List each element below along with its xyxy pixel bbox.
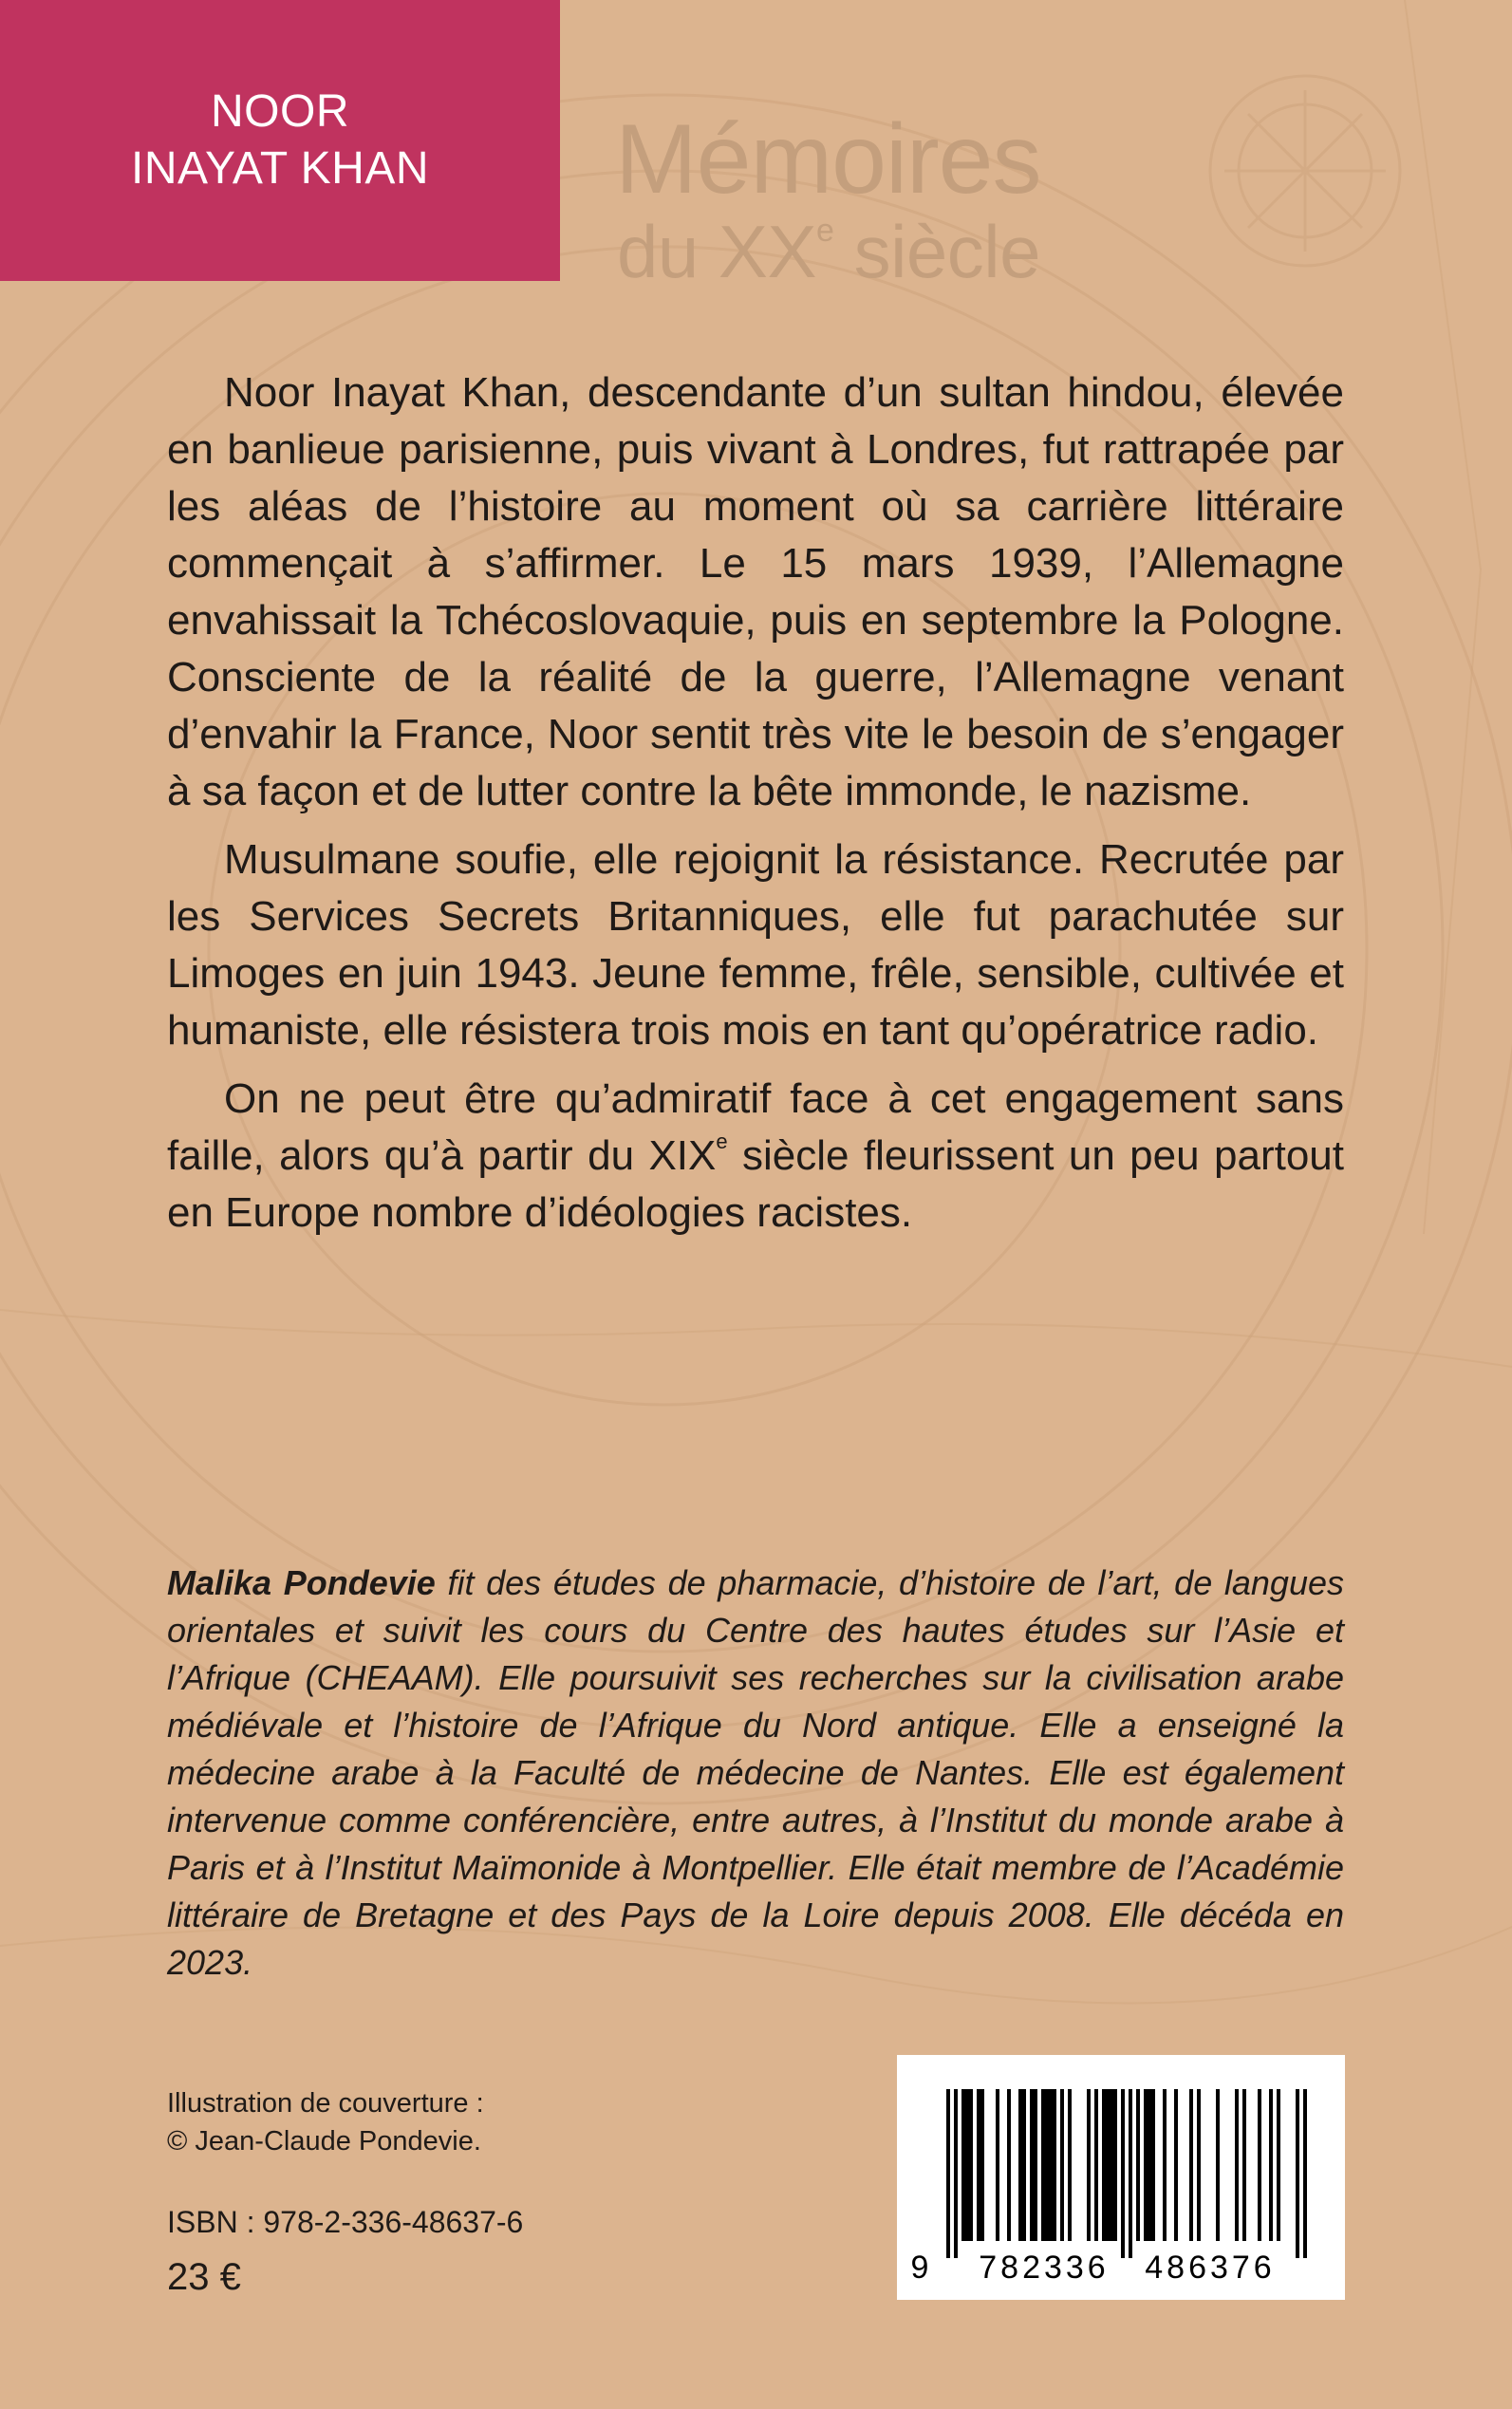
barcode-bar bbox=[1110, 2089, 1113, 2241]
barcode-bar bbox=[1068, 2089, 1072, 2241]
barcode-bar bbox=[1053, 2089, 1056, 2241]
barcode-bar bbox=[1129, 2089, 1132, 2258]
barcode-bar bbox=[1041, 2089, 1045, 2241]
barcode-bar bbox=[980, 2089, 984, 2241]
barcode-first-digit: 9 bbox=[910, 2250, 929, 2286]
barcode-bar bbox=[1296, 2089, 1299, 2258]
barcode bbox=[897, 2055, 1345, 2300]
barcode-bar bbox=[1136, 2089, 1140, 2241]
barcode-bar bbox=[1121, 2089, 1125, 2258]
barcode-bar bbox=[1303, 2089, 1307, 2258]
barcode-bar bbox=[1106, 2089, 1110, 2241]
barcode-bar bbox=[1060, 2089, 1064, 2241]
barcode-bar bbox=[1049, 2089, 1053, 2241]
barcode-bar bbox=[965, 2089, 969, 2241]
summary-paragraph-1: Noor Inayat Khan, descendante d’un sultan hindou, élevée en banlieue parisienne, puis vivant à Londres, fut rattrapée par les aléas de l’histoire au moment où sa carrière littéraire commençait à s’affirmer. Le 15 mars 1939, l’Allemagne envahissait la Tchécoslovaquie, puis en septembre la Pologne. Consciente de la réalité de la guerre, l’Allemagne venant d’envahir la France, Noor sentit très vite le besoin de s’engager à sa façon et de lutter contre la bête immonde, le nazisme. bbox=[167, 369, 1344, 814]
author-name-line1: NOOR bbox=[211, 86, 349, 137]
barcode-bar bbox=[1197, 2089, 1201, 2241]
credits-line1: Illustration de couverture : bbox=[167, 2088, 484, 2119]
author-title-box bbox=[0, 0, 560, 281]
barcode-bar bbox=[1113, 2089, 1117, 2241]
illustration-credits bbox=[167, 2084, 484, 2160]
series-title bbox=[615, 104, 1041, 293]
price: 23 € bbox=[167, 2256, 241, 2298]
barcode-bar bbox=[1216, 2089, 1220, 2241]
author-name-line2: INAYAT KHAN bbox=[130, 143, 429, 194]
barcode-bar bbox=[1151, 2089, 1155, 2241]
barcode-bar bbox=[1189, 2089, 1193, 2241]
barcode-bar bbox=[1144, 2089, 1148, 2241]
barcode-bar bbox=[969, 2089, 973, 2241]
barcode-bar bbox=[954, 2089, 958, 2258]
barcode-bar bbox=[1277, 2089, 1280, 2241]
barcode-bar bbox=[946, 2089, 950, 2258]
barcode-bar bbox=[1034, 2089, 1037, 2241]
barcode-bar bbox=[1102, 2089, 1106, 2241]
summary-paragraph-2: Musulmane soufie, elle rejoignit la résistance. Recrutée par les Services Secrets Britanniques, elle fut parachutée sur Limoges en juin 1943. Jeune femme, frêle, sensible, cultivée et humaniste, elle résistera trois mois en tant qu’opératrice radio. bbox=[167, 836, 1344, 1054]
author-bio-text: fit des études de pharmacie, d’histoire de l’art, de langues orientales et suivit les cours du Centre des hautes études sur l’Asie et l’Afrique (CHEAAM). Elle poursuivit ses recherches sur la civilisation arabe médiévale et l’histoire de l’Afrique du Nord antique. Elle a enseigné la médecine arabe à la Faculté de médecine de Nantes. Elle est également intervenue comme conférencière, entre autres, à l’Institut du monde arabe à Paris et à l’Institut Maïmonide à Montpellier. Elle était membre de l’Académie littéraire de Bretagne et des Pays de la Loire depuis 2008. Elle décéda en 2023. bbox=[167, 1563, 1344, 1982]
barcode-bar bbox=[961, 2089, 965, 2241]
barcode-bar bbox=[1045, 2089, 1049, 2241]
barcode-bar bbox=[1258, 2089, 1261, 2241]
isbn: ISBN : 978-2-336-48637-6 bbox=[167, 2205, 524, 2239]
barcode-bar bbox=[1269, 2089, 1273, 2241]
author-bio-name: Malika Pondevie bbox=[167, 1563, 436, 1602]
barcode-bar bbox=[1030, 2089, 1034, 2241]
book-summary bbox=[167, 364, 1344, 1253]
barcode-bar bbox=[1174, 2089, 1178, 2241]
series-title-line2: du XXe siècle bbox=[617, 210, 1040, 293]
barcode-bar bbox=[1087, 2089, 1091, 2241]
barcode-bar bbox=[1235, 2089, 1239, 2241]
summary-paragraph-3: On ne peut être qu’admiratif face à cet engagement sans faille, alors qu’à partir du XIXe siècle fleurissent un peu partout en Europe nombre d’idéologies racistes. bbox=[167, 1075, 1344, 1236]
barcode-bar bbox=[1018, 2089, 1022, 2241]
barcode-bar bbox=[1242, 2089, 1246, 2241]
barcode-bar bbox=[1148, 2089, 1151, 2241]
barcode-graphic bbox=[897, 2055, 1345, 2300]
barcode-bar bbox=[1163, 2089, 1167, 2241]
barcode-bar bbox=[1007, 2089, 1011, 2241]
barcode-bar bbox=[996, 2089, 999, 2241]
barcode-bar bbox=[1094, 2089, 1098, 2241]
barcode-right-group: 486376 bbox=[1145, 2250, 1276, 2286]
barcode-left-group: 782336 bbox=[979, 2250, 1110, 2286]
barcode-bar bbox=[1022, 2089, 1026, 2241]
barcode-bar bbox=[977, 2089, 980, 2241]
series-title-line1: Mémoires bbox=[615, 104, 1041, 215]
credits-line2: © Jean-Claude Pondevie. bbox=[167, 2126, 481, 2157]
author-biography bbox=[167, 1559, 1344, 1987]
